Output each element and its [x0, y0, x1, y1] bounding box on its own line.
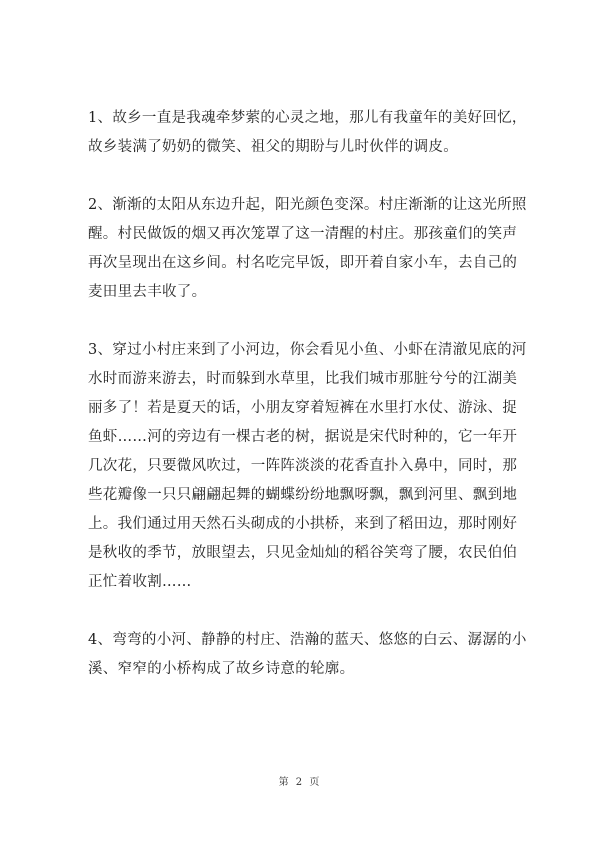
page-number: 第 2 页: [278, 777, 322, 788]
paragraph-1: 1、故乡一直是我魂牵梦萦的心灵之地，那儿有我童年的美好回忆，故乡装满了奶奶的微笑、祖父的期盼与儿时伙伴的调皮。: [88, 110, 527, 155]
paragraph-2: 2、渐渐的太阳从东边升起，阳光颜色变深。村庄渐渐的让这光所照醒。村民做饭的烟又再次笼罩了这一清醒的村庄。那孩童们的笑声再次呈现出在这乡间。村名吃完早饭，即开着自家小车，去自己的麦田里去丰收了。: [88, 197, 527, 300]
paragraph-3: 3、穿过小村庄来到了小河边，你会看见小鱼、小虾在清澈见底的河水时而游来游去，时而躲到水草里，比我们城市那脏兮兮的江湖美丽多了！若是夏天的话，小朋友穿着短裤在水里打水仗、游泳、捉鱼虾……河的旁边有一棵古老的树，据说是宋代时种的，它一年开几次花，只要微风吹过，一阵阵淡淡的花香直扑入鼻中，同时，那些花瓣像一只只翩翩起舞的蝴蝶纷纷地飘呀飘，飘到河里、飘到地上。我们通过用天然石头砌成的小拱桥，来到了稻田边，那时刚好是秋收的季节，放眼望去，只见金灿灿的稻谷笑弯了腰，农民伯伯正忙着收割……: [88, 342, 527, 590]
document-body: [88, 104, 528, 684]
paragraph-4: 4、弯弯的小河、静静的村庄、浩瀚的蓝天、悠悠的白云、潺潺的小溪、窄窄的小桥构成了故乡诗意的轮廓。: [88, 632, 527, 677]
